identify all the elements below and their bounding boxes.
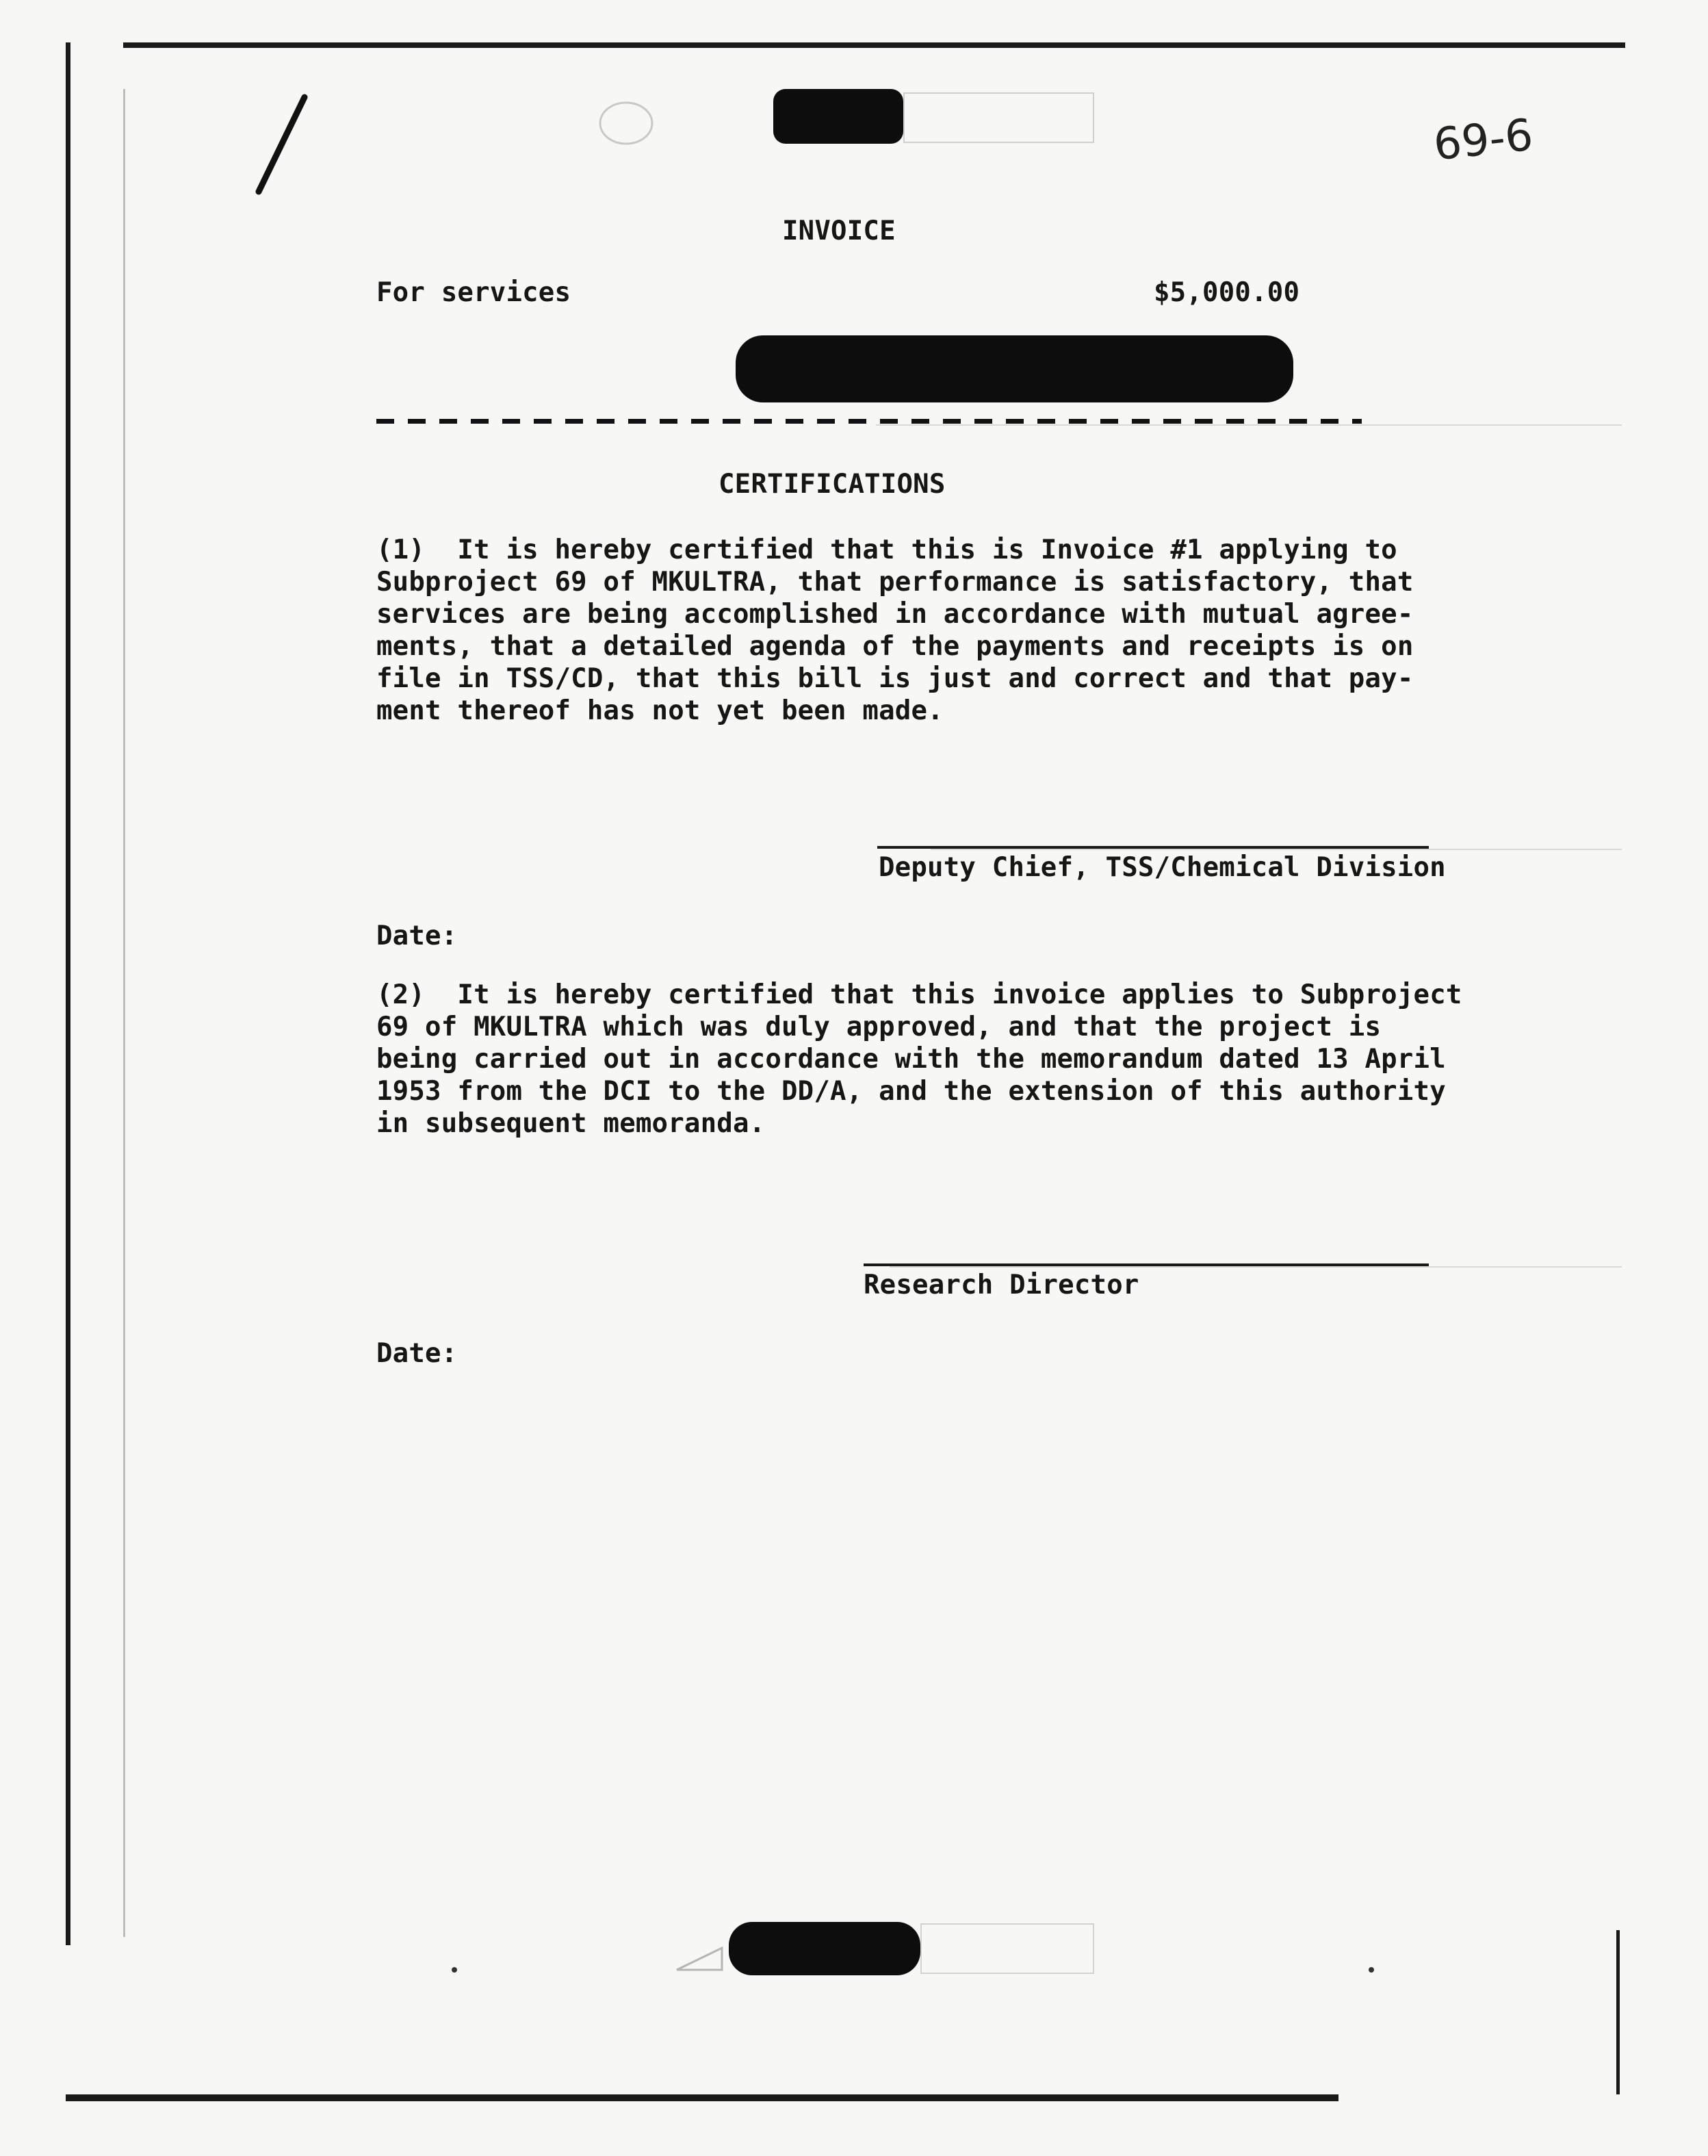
paragraph-line: services are being accomplished in accordance with mutual agree- — [376, 599, 1414, 630]
paragraph-line: 1953 from the DCI to the DD/A, and the extension of this authority — [376, 1076, 1446, 1107]
redaction-top — [773, 89, 903, 144]
invoice-amount: $5,000.00 — [1154, 277, 1300, 308]
paragraph-line: being carried out in accordance with the memorandum dated 13 April — [376, 1044, 1446, 1075]
header-stamp-box — [903, 92, 1094, 143]
invoice-title: INVOICE — [782, 216, 896, 246]
signature-line-1 — [877, 846, 1429, 849]
signature-line-2 — [864, 1263, 1429, 1266]
triangle-mark-icon — [674, 1942, 729, 1977]
redaction-payee — [736, 335, 1293, 402]
paragraph-line: in subsequent memoranda. — [376, 1108, 766, 1139]
invoice-item-label: For services — [376, 277, 571, 308]
faint-scan-line — [876, 424, 1622, 426]
date-label-2: Date: — [376, 1338, 458, 1369]
scan-speck — [452, 1967, 457, 1973]
paragraph-line: Subproject 69 of MKULTRA, that performance is satisfactory, that — [376, 567, 1414, 598]
paragraph-line: ments, that a detailed agenda of the payments and receipts is on — [376, 631, 1414, 662]
signer-2-title: Research Director — [864, 1270, 1139, 1300]
scan-speck — [1369, 1967, 1374, 1973]
signer-1-title: Deputy Chief, TSS/Chemical Division — [879, 852, 1446, 883]
certifications-heading: CERTIFICATIONS — [719, 469, 946, 500]
certification-paragraph-1 — [376, 534, 1414, 727]
left-border-line-inner — [123, 89, 125, 1937]
paragraph-line: (1) It is hereby certified that this is Invoice #1 applying to — [376, 535, 1397, 565]
paragraph-line: (2) It is hereby certified that this invoice applies to Subproject — [376, 979, 1462, 1010]
certification-paragraph-2 — [376, 979, 1462, 1140]
handwritten-reference: 69-6 — [1431, 110, 1536, 171]
top-border-line — [123, 42, 1625, 48]
faint-scan-line — [931, 849, 1622, 850]
faint-scan-line — [890, 1266, 1622, 1268]
footer-stamp-box — [920, 1923, 1094, 1974]
paragraph-line: file in TSS/CD, that this bill is just and correct and that pay- — [376, 663, 1414, 694]
left-border-line — [66, 42, 70, 1945]
stamp-circle-icon — [595, 96, 657, 151]
paragraph-line: 69 of MKULTRA which was duly approved, and that the project is — [376, 1012, 1382, 1042]
bottom-border-line — [66, 2094, 1338, 2101]
redaction-bottom — [729, 1922, 920, 1975]
paragraph-line: ment thereof has not yet been made. — [376, 695, 944, 726]
dashed-separator — [376, 419, 1362, 424]
date-label-1: Date: — [376, 921, 458, 951]
right-border-line — [1616, 1930, 1620, 2094]
pen-mark-icon — [246, 89, 315, 198]
